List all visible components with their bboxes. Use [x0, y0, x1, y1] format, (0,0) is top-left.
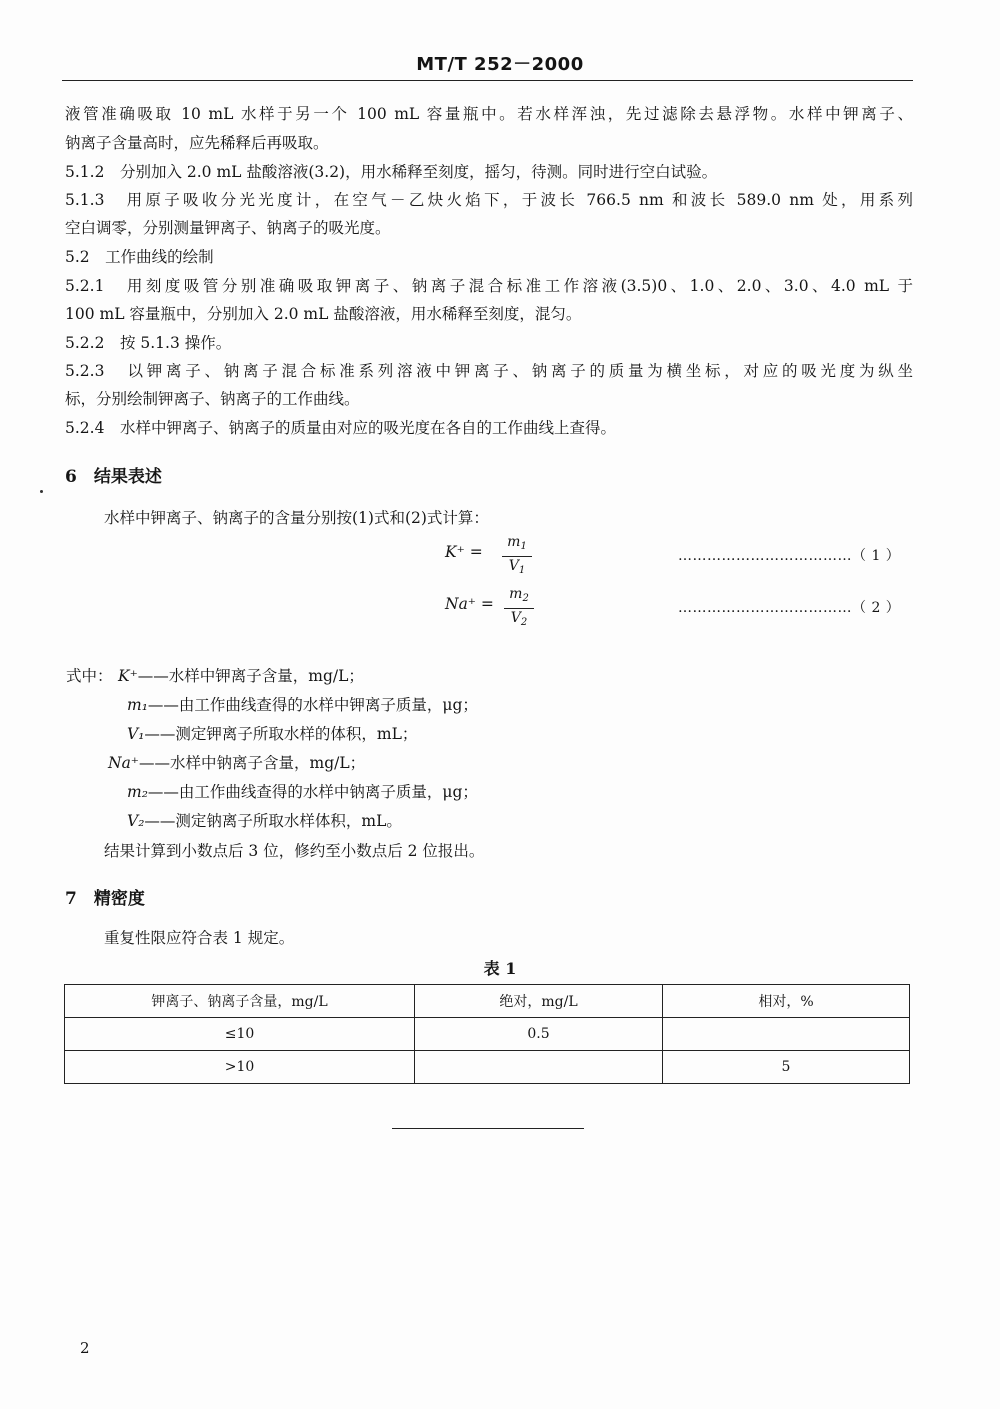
equation-1-denominator: V	[508, 558, 519, 574]
definition-text: ——水样中钠离子含量，mg/L；	[139, 754, 366, 772]
table-header-cell: 钾离子、钠离子含量，mg/L	[65, 985, 415, 1018]
equation-2-denominator: V	[510, 610, 521, 626]
paragraph-line: 空白调零，分别测量钾离子、钠离子的吸光度。	[65, 219, 391, 237]
definition-item	[118, 666, 364, 686]
table-header-row	[65, 985, 910, 1018]
clause-5-2-heading: 5.2 工作曲线的绘制	[65, 248, 214, 266]
equation-1-numerator: m	[507, 534, 521, 550]
page-number: 2	[80, 1339, 90, 1357]
definition-symbol: m₂	[127, 783, 148, 801]
end-rule	[392, 1128, 584, 1129]
standard-code: MT/T 252－2000	[416, 54, 584, 75]
table-row	[65, 1018, 910, 1051]
equation-2-lhs: Na⁺ =	[445, 595, 494, 613]
definition-symbol: V₁	[127, 725, 145, 743]
definition-text: ——由工作曲线查得的水样中钠离子质量，μg；	[147, 783, 478, 801]
table-cell	[663, 1018, 910, 1051]
equation-2-denominator-subscript: 2	[520, 617, 528, 628]
equation-2-numerator-subscript: 2	[522, 593, 529, 604]
rounding-rule: 结果计算到小数点后 3 位，修约至小数点后 2 位报出。	[104, 842, 485, 860]
definition-symbol: Na⁺	[108, 754, 139, 772]
clause-5-2-1: 5.2.1 用刻度吸管分别准确吸取钾离子、钠离子混合标准工作溶液(3.5)0、1.0、2.0、3.0、4.0 mL 于	[65, 277, 913, 295]
table-header-cell: 绝对，mg/L	[415, 985, 663, 1018]
definition-text: ——由工作曲线查得的水样中钾离子质量，μg；	[147, 696, 478, 714]
definition-text: ——测定钠离子所取水样体积，mL。	[144, 812, 402, 830]
definition-symbol: m₁	[127, 696, 148, 714]
clause-5-1-2: 5.1.2 分别加入 2.0 mL 盐酸溶液(3.2)，用水稀释至刻度，摇匀，待测。同时进行空白试验。	[65, 163, 718, 181]
table-cell	[415, 1051, 663, 1084]
definition-item	[127, 782, 478, 802]
stray-mark	[40, 490, 43, 493]
table-cell: 0.5	[415, 1018, 663, 1051]
section-6-intro: 水样中钾离子、钠离子的含量分别按(1)式和(2)式计算：	[104, 509, 489, 527]
table-cell: 5	[663, 1051, 910, 1084]
definition-text: ——测定钾离子所取水样的体积，mL；	[144, 725, 418, 743]
table-cell: ≤10	[65, 1018, 415, 1051]
equation-1-lhs: K⁺ =	[445, 543, 483, 561]
table-row	[65, 1051, 910, 1084]
definition-item	[127, 811, 402, 831]
section-7-heading: 7 精密度	[65, 889, 145, 909]
table-cell: >10	[65, 1051, 415, 1084]
section-7-intro: 重复性限应符合表 1 规定。	[104, 929, 295, 947]
table-caption: 表 1	[483, 959, 517, 978]
equation-1-number: ………………………………（ 1 ）	[678, 548, 901, 564]
definition-symbol: K⁺	[118, 667, 138, 685]
definition-text: ——水样中钾离子含量，mg/L；	[137, 667, 364, 685]
equation-1-fraction	[502, 534, 532, 579]
paragraph-line: 液管准确吸取 10 mL 水样于另一个 100 mL 容量瓶中。若水样浑浊，先过滤除去悬浮物。水样中钾离子、	[65, 105, 913, 123]
definition-symbol: V₂	[127, 812, 145, 830]
paragraph-line: 100 mL 容量瓶中，分别加入 2.0 mL 盐酸溶液，用水稀释至刻度，混匀。	[65, 305, 582, 323]
clause-5-2-3: 5.2.3 以钾离子、钠离子混合标准系列溶液中钾离子、钠离子的质量为横坐标，对应的吸光度为纵坐	[65, 362, 913, 380]
definition-item	[127, 724, 417, 744]
precision-table	[64, 984, 910, 1084]
paragraph-line: 标，分别绘制钾离子、钠离子的工作曲线。	[65, 390, 360, 408]
equation-2-fraction	[504, 586, 534, 631]
equation-1-denominator-subscript: 1	[518, 565, 526, 576]
equation-2-number: ………………………………（ 2 ）	[678, 600, 901, 616]
clause-5-2-2: 5.2.2 按 5.1.3 操作。	[65, 334, 232, 352]
definitions-prefix: 式中：	[66, 667, 113, 685]
section-6-heading: 6 结果表述	[65, 467, 162, 487]
clause-5-1-3: 5.1.3 用原子吸收分光光度计，在空气－乙炔火焰下，于波长 766.5 nm 和波长 589.0 nm 处，用系列	[65, 191, 913, 209]
clause-5-2-4: 5.2.4 水样中钾离子、钠离子的质量由对应的吸光度在各自的工作曲线上查得。	[65, 419, 616, 437]
equation-2-numerator: m	[509, 586, 523, 602]
paragraph-line: 钠离子含量高时，应先稀释后再吸取。	[65, 134, 329, 152]
equation-1-numerator-subscript: 1	[520, 541, 527, 552]
definition-item	[108, 753, 365, 773]
definition-item	[127, 695, 478, 715]
table-header-cell: 相对，%	[663, 985, 910, 1018]
header-rule	[62, 80, 913, 81]
